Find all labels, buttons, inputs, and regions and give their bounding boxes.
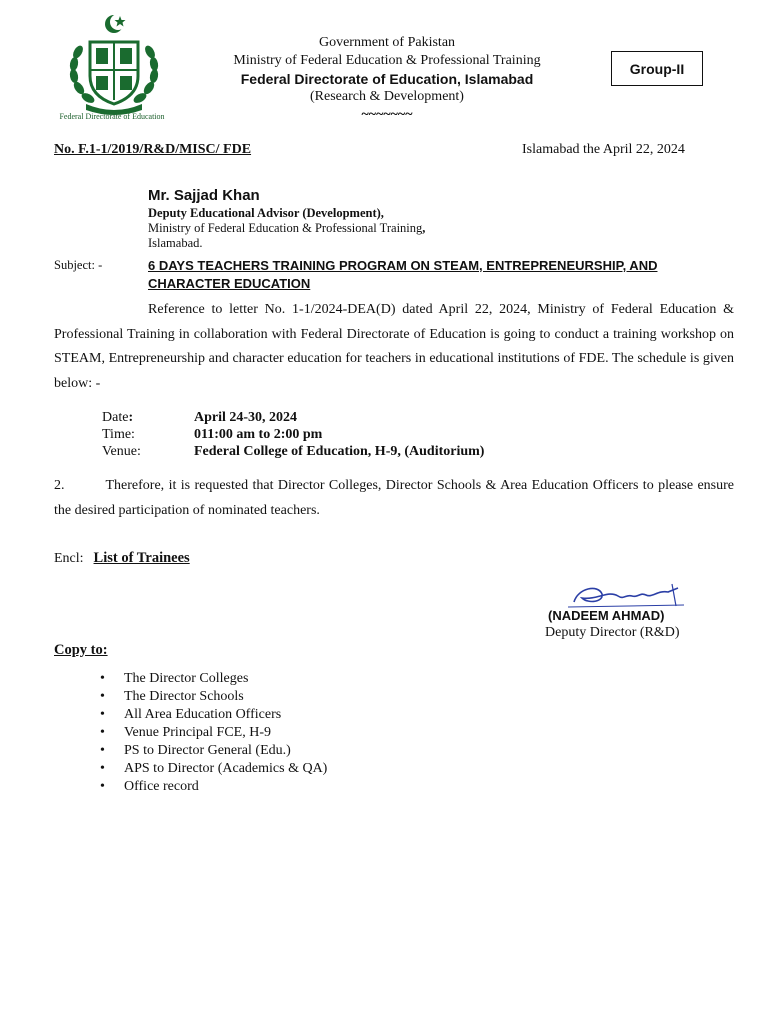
logo-caption: Federal Directorate of Education <box>59 112 165 121</box>
ministry-line: Ministry of Federal Education & Professional Training <box>233 53 541 68</box>
govt-line: Government of Pakistan <box>318 35 456 50</box>
addressee-city: Islamabad. <box>148 236 203 250</box>
schedule-table <box>102 409 484 460</box>
copy-to-heading: Copy to: <box>54 642 108 658</box>
list-item: • APS to Director (Academics & QA) <box>100 760 327 778</box>
letterhead <box>200 34 574 124</box>
list-item: • The Director Colleges <box>100 670 327 688</box>
reference-number: No. F.1-1/2019/R&D/MISC/ FDE <box>54 142 252 157</box>
schedule-time-value: 011:00 am to 2:00 pm <box>194 427 323 442</box>
body-paragraph-2: 2. Therefore, it is requested that Director Colleges, Director Schools & Area Education Officers to please ensure the desired participation of nominated teachers. <box>54 478 734 518</box>
addressee-name: Mr. Sajjad Khan <box>148 187 260 204</box>
group-badge: Group-II <box>611 51 703 86</box>
letter-date: Islamabad the April 22, 2024 <box>522 142 685 157</box>
signature <box>568 580 686 610</box>
schedule-row-venue: Venue: Federal College of Education, H-9, (Auditorium) <box>102 444 485 459</box>
fde-emblem-logo <box>52 12 176 124</box>
addressee-title: Deputy Educational Advisor (Development), <box>148 206 384 220</box>
signatory-name: (NADEEM AHMAD) <box>548 608 665 623</box>
list-item: • The Director Schools <box>100 688 327 706</box>
signatory-title: Deputy Director (R&D) <box>545 625 680 640</box>
schedule-row-date: Date: April 24-30, 2024 <box>102 410 298 425</box>
department-line: (Research & Development) <box>310 89 464 104</box>
schedule-row-time: Time: 011:00 am to 2:00 pm <box>102 427 323 442</box>
subject-label: Subject: - <box>54 258 103 272</box>
list-item: • All Area Education Officers <box>100 706 327 724</box>
enclosure-line <box>54 550 190 567</box>
schedule-venue-value: Federal College of Education, H-9, (Auditorium) <box>194 444 485 459</box>
addressee-block <box>148 186 425 251</box>
tilde-divider: ~~~~~~~ <box>361 107 413 122</box>
subject-text: 6 DAYS TEACHERS TRAINING PROGRAM ON STEAM, ENTREPRENEURSHIP, AND CHARACTER EDUCATION <box>148 258 658 291</box>
directorate-line: Federal Directorate of Education, Islamabad <box>240 71 534 87</box>
addressee-ministry: Ministry of Federal Education & Professional Training, <box>148 221 426 235</box>
enclosure-label: Encl: <box>54 551 84 566</box>
copy-to-list <box>100 670 327 796</box>
para-number: 2. <box>54 478 65 493</box>
body-paragraph-1: Reference to letter No. 1-1/2024-DEA(D) dated April 22, 2024, Ministry of Federal Education & Professional Training in collaboration with Federal Directorate of Education is going to conduct a training workshop on STEAM, Entrepreneurship and character education for teachers in educational institutions of FDE. The schedule is given below: - <box>54 302 734 391</box>
list-item: • Office record <box>100 778 327 796</box>
list-of-trainees-link[interactable]: List of Trainees <box>93 550 190 566</box>
list-item: • PS to Director General (Edu.) <box>100 742 327 760</box>
list-item: • Venue Principal FCE, H-9 <box>100 724 327 742</box>
schedule-date-value: April 24-30, 2024 <box>194 410 298 425</box>
